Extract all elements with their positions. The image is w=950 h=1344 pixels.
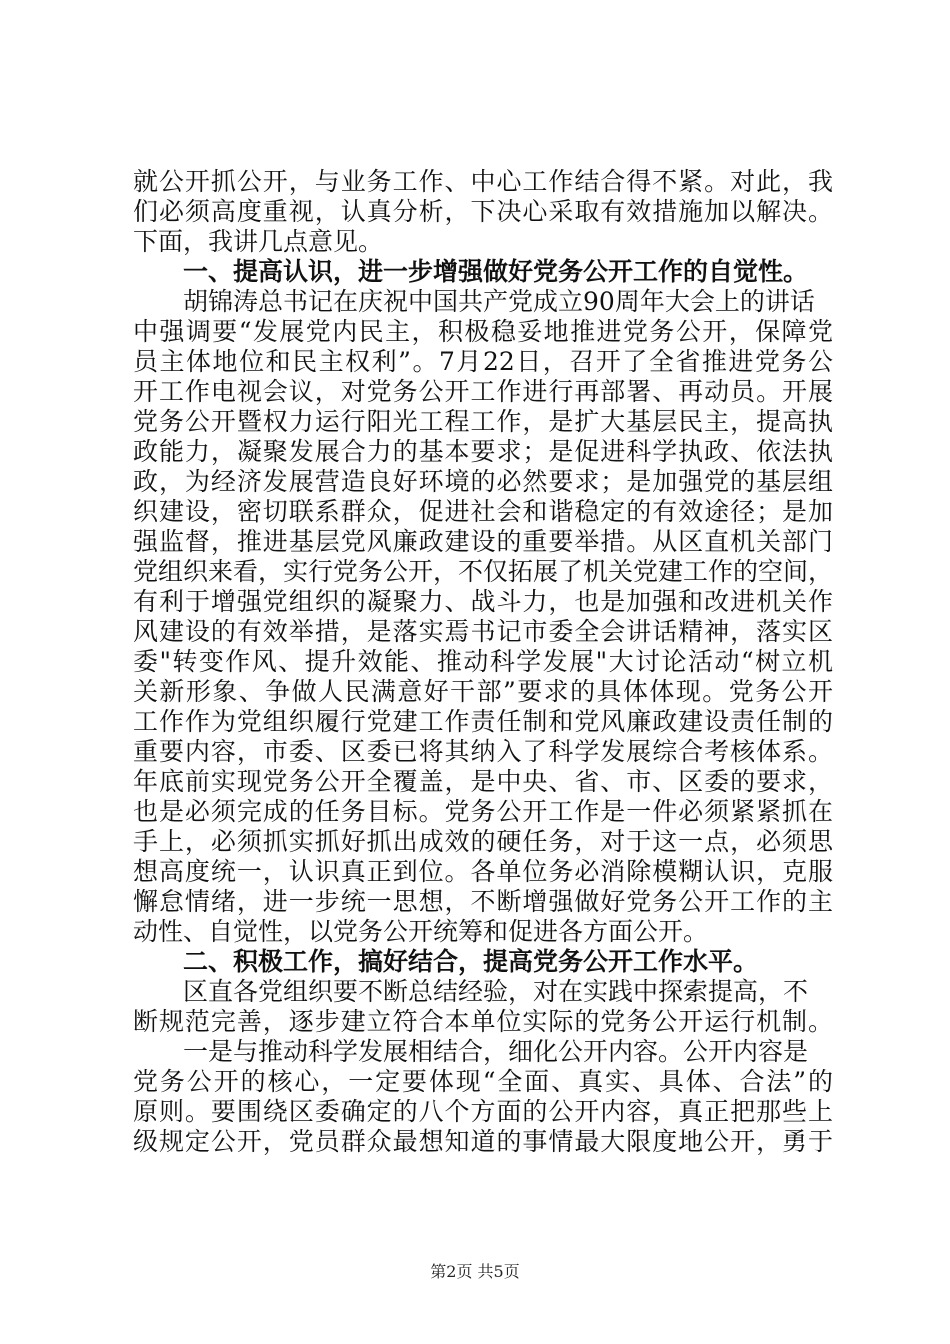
text-line: 有利于增强党组织的凝聚力、战斗力，也是加强和改进机关作 bbox=[133, 587, 833, 616]
text-line: 重要内容，市委、区委已将其纳入了科学发展综合考核体系。 bbox=[133, 737, 833, 766]
section-heading: 二、积极工作，搞好结合，提高党务公开工作水平。 bbox=[183, 947, 759, 976]
text-line: 党组织来看，实行党务公开，不仅拓展了机关党建工作的空间， bbox=[133, 557, 834, 586]
text-line: 开工作电视会议，对党务公开工作进行再部署、再动员。开展 bbox=[133, 377, 833, 406]
text-line: 想高度统一，认识真正到位。各单位务必消除模糊认识，克服 bbox=[133, 857, 833, 886]
text-line: 动性、自觉性，以党务公开统筹和促进各方面公开。 bbox=[133, 917, 709, 946]
text-line: 懈怠情绪，进一步统一思想，不断增强做好党务公开工作的主 bbox=[133, 887, 833, 916]
text-line: 区直各党组织要不断总结经验，对在实践中探索提高，不 bbox=[183, 977, 809, 1006]
text-line: 年底前实现党务公开全覆盖，是中央、省、市、区委的要求， bbox=[133, 767, 833, 796]
text-line: 党务公开的核心，一定要体现“全面、真实、具体、合法”的 bbox=[133, 1067, 833, 1096]
text-line: 强监督，推进基层党风廉政建设的重要举措。从区直机关部门 bbox=[133, 527, 833, 556]
text-line: 也是必须完成的任务目标。党务公开工作是一件必须紧紧抓在 bbox=[133, 797, 833, 826]
text-line: 员主体地位和民主权利”。7月22日，召开了全省推进党务公 bbox=[133, 347, 833, 376]
text-line: 织建设，密切联系群众，促进社会和谐稳定的有效途径；是加 bbox=[133, 497, 833, 526]
text-line: 手上，必须抓实抓好抓出成效的硬任务，对于这一点，必须思 bbox=[133, 827, 833, 856]
text-line: 政能力，凝聚发展合力的基本要求；是促进科学执政、依法执 bbox=[133, 437, 833, 466]
text-line: 党务公开暨权力运行阳光工程工作，是扩大基层民主，提高执 bbox=[133, 407, 833, 436]
text-line: 工作作为党组织履行党建工作责任制和党风廉政建设责任制的 bbox=[133, 707, 833, 736]
text-line: 级规定公开，党员群众最想知道的事情最大限度地公开，勇于 bbox=[133, 1127, 833, 1156]
text-line: 断规范完善，逐步建立符合本单位实际的党务公开运行机制。 bbox=[133, 1007, 833, 1036]
text-line: 们必须高度重视，认真分析，下决心采取有效措施加以解决。 bbox=[133, 197, 833, 226]
section-heading: 一、提高认识，进一步增强做好党务公开工作的自觉性。 bbox=[183, 257, 809, 286]
text-line: 就公开抓公开，与业务工作、中心工作结合得不紧。对此，我 bbox=[133, 167, 833, 196]
text-line: 中强调要“发展党内民主，积极稳妥地推进党务公开，保障党 bbox=[133, 317, 833, 346]
text-line: 关新形象、争做人民满意好干部”要求的具体体现。党务公开 bbox=[133, 677, 833, 706]
text-line: 风建设的有效举措，是落实焉书记市委全会讲话精神，落实区 bbox=[133, 617, 833, 646]
text-line: 委"转变作风、提升效能、推动科学发展"大讨论活动“树立机 bbox=[133, 647, 833, 676]
page-footer: 第2页 共5页 bbox=[430, 1262, 520, 1281]
text-line: 政，为经济发展营造良好环境的必然要求；是加强党的基层组 bbox=[133, 467, 833, 496]
document-body bbox=[133, 167, 833, 1157]
text-line: 下面，我讲几点意见。 bbox=[133, 227, 384, 256]
text-line: 原则。要围绕区委确定的八个方面的公开内容，真正把那些上 bbox=[133, 1097, 833, 1126]
text-line: 胡锦涛总书记在庆祝中国共产党成立90周年大会上的讲话 bbox=[183, 287, 815, 316]
text-line: 一是与推动科学发展相结合，细化公开内容。公开内容是 bbox=[183, 1037, 809, 1066]
